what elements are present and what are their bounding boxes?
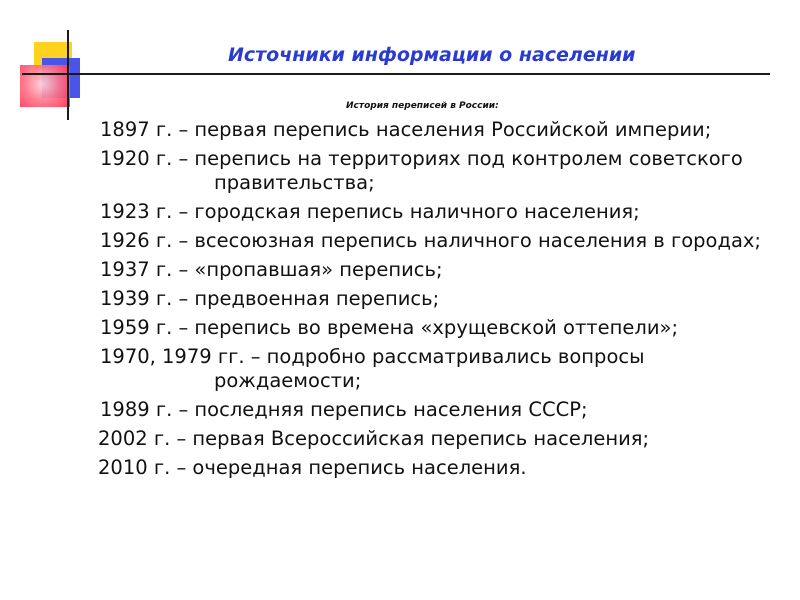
slide-title: Источники информации о населении xyxy=(228,44,636,66)
list-item: 2002 г. – первая Всероссийская перепись населения; xyxy=(98,427,650,450)
list-item: 1926 г. – всесоюзная перепись наличного населения в городах; xyxy=(100,229,762,252)
list-item: 1970, 1979 гг. – подробно рассматривались вопросы рождаемости; xyxy=(100,345,645,392)
list-item: 1923 г. – городская перепись наличного населения; xyxy=(100,200,640,223)
red-square-decoration xyxy=(20,65,70,107)
vertical-divider-line xyxy=(67,30,69,120)
slide-subtitle: История переписей в России: xyxy=(346,101,499,111)
list-item: 1989 г. – последняя перепись населения СССР; xyxy=(100,398,588,421)
decorative-squares-logo xyxy=(0,0,110,130)
list-item: 1920 г. – перепись на территориях под контролем советского правительства; xyxy=(100,147,743,194)
list-item: 1939 г. – предвоенная перепись; xyxy=(100,287,440,310)
list-item: 2010 г. – очередная перепись населения. xyxy=(98,456,527,479)
census-history-list xyxy=(100,118,790,485)
list-item: 1937 г. – «пропавшая» перепись; xyxy=(100,258,443,281)
horizontal-divider-line xyxy=(22,73,770,75)
list-item: 1897 г. – первая перепись населения Российской империи; xyxy=(100,118,712,141)
list-item: 1959 г. – перепись во времена «хрущевской оттепели»; xyxy=(100,316,679,339)
